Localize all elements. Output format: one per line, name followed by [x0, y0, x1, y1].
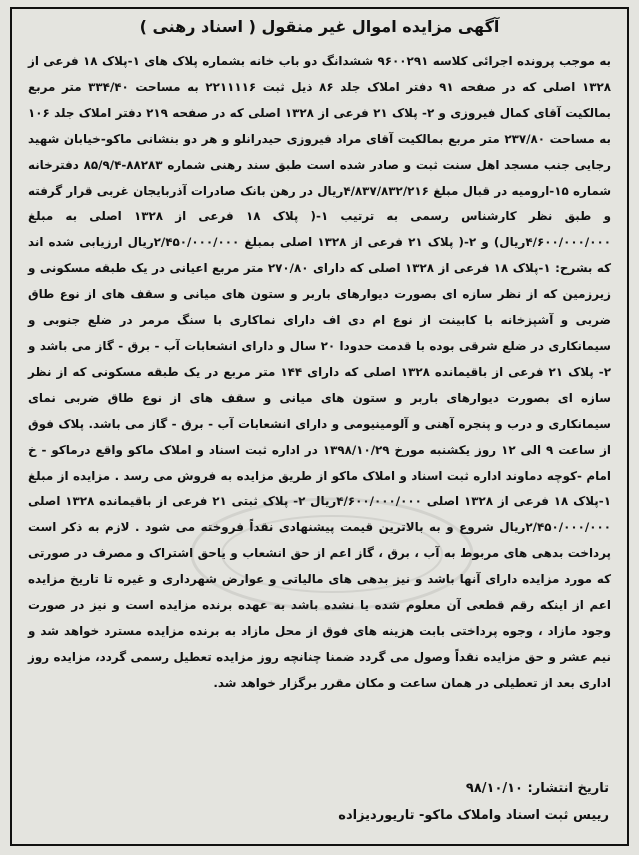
publish-date: تاریخ انتشار: ۹۸/۱۰/۱۰ [465, 781, 609, 796]
notice-frame [10, 7, 629, 846]
notice-paragraph: به موجب پرونده اجرائی کلاسه ۹۶۰۰۲۹۱ ششدانگ دو باب خانه بشماره پلاک های ۱-پلاک ۱۸ فرعی از ۱۳۲۸ اصلی که در صفحه ۹۱ دفتر املاک جلد ۸۶ ذیل ثبت ۲۲۱۱۱۱۶ به مساحت ۳۳۴/۴۰ متر مربع بمالکیت آقای کمال فیروزی و ۲- پلاک ۲۱ فرعی از ۱۳۲۸ اصلی که در صفحه ۲۱۹ دفتر املاک جلد ۱۰۶ به مساحت ۲۳۷/۸۰ متر مربع بمالکیت آقای مراد فیروزی حیدرانلو و هر دو بنشانی ماکو-خیابان شهید رجایی جنب مسجد اهل سنت ثبت و صادر شده است طبق سند رهنی شماره ۸۸۲۸۳-۸۵/۹/۴ دفترخانه شماره ۱۵-ارومیه در قبال مبلغ ۴/۸۳۷/۸۳۲/۲۱۶ریال در رهن بانک صادرات آذربایجان غربی قرار گرفته و طبق نظر کارشناس رسمی به ترتیب ۱-( پلاک ۱۸ فرعی از ۱۳۲۸ اصلی به مبلغ ۴/۶۰۰/۰۰۰/۰۰۰ریال) و ۲-( پلاک ۲۱ فرعی از ۱۳۲۸ اصلی بمبلغ ۲/۴۵۰/۰۰۰/۰۰۰ریال ارزیابی شده اند که بشرح: ۱-پلاک ۱۸ فرعی از ۱۳۲۸ اصلی که دارای ۲۷۰/۸۰ متر مربع اعیانی در یک طبقه مسکونی و زیرزمین که از نظر سازه ای بصورت دیوارهای باربر و ستون های میانی و سقف های از نوع طاق ضربی و آشپزخانه با کابینت از نوع ام دی اف دارای نماکاری با سنگ مرمر در ضلع جنوبی و سیمانکاری در ضلع شرقی بوده با قدمت حدودا ۲۰ سال و دارای انشعابات آب - برق - گاز می باشد و ۲- پلاک ۲۱ فرعی از باقیمانده ۱۳۲۸ اصلی که دارای ۱۴۴ متر مربع در یک طبقه مسکونی که از نظر سازه ای بصورت دیوارهای باربر و ستون های میانی و سقف های از نوع طاق ضربی نمای سیمانکاری و درب و پنجره آهنی و آلومینیومی و دارای انشعابات آب - برق - گاز می باشد. پلاک فوق از ساعت ۹ الی ۱۲ روز یکشنبه مورخ ۱۳۹۸/۱۰/۲۹ در اداره ثبت اسناد و املاک ماکو واقع درماکو - خ امام -کوچه دماوند اداره ثبت اسناد و املاک ماکو از طریق مزایده به فروش می رسد . مزایده از مبلغ ۱-پلاک ۱۸ فرعی از ۱۳۲۸ اصلی ۴/۶۰۰/۰۰۰/۰۰۰ریال ۲- پلاک ثبتی ۲۱ فرعی از باقیمانده ۱۳۲۸ اصلی ۲/۴۵۰/۰۰۰/۰۰۰ریال شروع و به بالاترین قیمت پیشنهادی نقداً فروخته می شود . لازم به ذکر است پرداخت بدهی های مربوط به آب ، برق ، گاز اعم از حق انشعاب و یاحق اشتراک و مصرف در صورتی که مورد مزایده دارای آنها باشد و نیز بدهی های مالیاتی و عوارض شهرداری و غیره تا تاریخ مزایده اعم از اینکه رقم قطعی آن معلوم شده یا نشده باشد به عهده برنده مزایده است و نیز در صورت وجود مازاد ، وجوه پرداختی بابت هزینه های فوق از محل مازاد به برنده مزایده مسترد خواهد شد و نیم عشر و حق مزایده نقداً وصول می گردد ضمنا چنانچه روز مزایده تعطیل رسمی گردد، مزایده روز اداری بعد از تعطیلی در همان ساعت و مکان مقرر برگزار خواهد شد. [28, 54, 612, 690]
notice-footer [189, 775, 609, 829]
notice-body [28, 49, 611, 764]
notice-title: آگهی مزایده اموال غیر منقول ( اسناد رهنی ) [139, 17, 500, 36]
signature-line: رییس ثبت اسناد واملاک ماکو- تاریوردیزاده [338, 808, 609, 823]
